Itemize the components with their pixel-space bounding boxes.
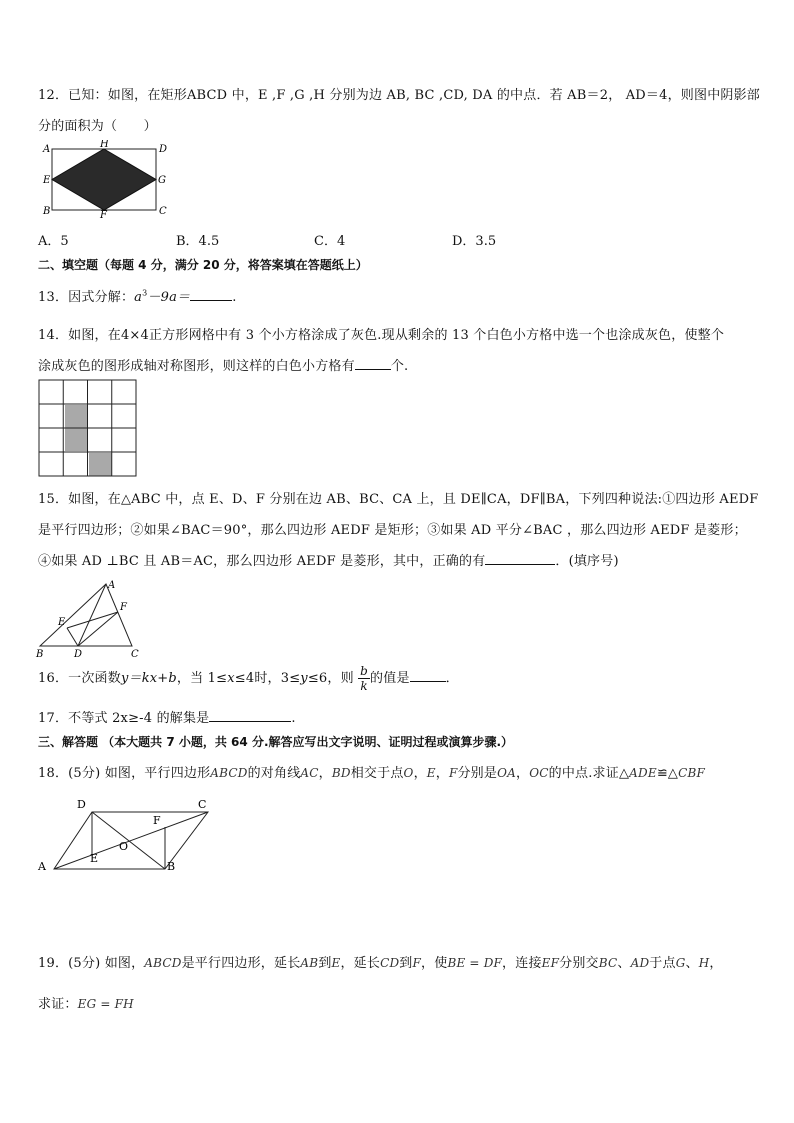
q18 xyxy=(38,762,705,781)
q13-var-a: a xyxy=(134,290,143,305)
label-f: F xyxy=(120,602,127,613)
q19-text-d: ，延长 xyxy=(340,956,381,971)
shaded-rhombus xyxy=(52,149,156,210)
q16-frac-numerator: b xyxy=(360,664,369,678)
q19-math-be-df: BE = DF xyxy=(447,956,503,970)
q12-option-d: D．3.5 xyxy=(452,234,497,249)
q19-text-f: ，使 xyxy=(421,956,448,971)
label-d: D xyxy=(159,144,168,155)
q18-math-ac: AC xyxy=(300,766,319,780)
label-a: A xyxy=(108,580,116,591)
q19-text-a: 19．(5分) 如图， xyxy=(38,956,145,971)
label-f: F xyxy=(100,210,107,220)
q12-option-a: A．5 xyxy=(38,234,69,249)
label-a: A xyxy=(38,860,46,873)
q18-math-f: F xyxy=(448,766,458,780)
q19-math-ef: EF xyxy=(541,956,560,970)
q14-line1: 14．如图，在4×4正方形网格中有 3 个小方格涂成了灰色.现从剩余的 13 个白色小方格中选一个也涂成灰色，使整个 xyxy=(38,328,725,343)
q16-function: y＝kx+b xyxy=(120,671,177,686)
q18-text-a: 18．(5分) 如图，平行四边形 xyxy=(38,766,211,781)
q16-end: ． xyxy=(445,671,459,686)
q16-var-x: x xyxy=(227,671,235,686)
q19-text-i: 、 xyxy=(617,956,631,971)
q19-text-j: 于点 xyxy=(649,956,676,971)
q12-line2: 分的面积为（ ） xyxy=(38,119,157,134)
q12-option-b: B．4.5 xyxy=(176,234,220,249)
q19-math-h: H xyxy=(698,956,710,970)
label-h: H xyxy=(100,140,109,150)
q15-line2: 是平行四边形；②如果∠BAC＝90°，那么四边形 AEDF 是矩形；③如果 AD 平分∠BAC ，那么四边形 AEDF 是菱形； xyxy=(38,523,747,538)
q18-math-oa: OA xyxy=(497,766,516,780)
q14-grid-figure xyxy=(38,379,140,479)
q18-text-e: ， xyxy=(413,766,427,781)
label-c: C xyxy=(198,798,207,811)
q19-math-ab: AB xyxy=(300,956,319,970)
q15-line3 xyxy=(38,550,619,569)
q16-frac-denominator: k xyxy=(360,679,368,693)
q14-answer-blank[interactable] xyxy=(355,356,391,370)
q15-line3-end: ．(填序号) xyxy=(555,554,619,569)
q19-proof-statement: EG = FH xyxy=(77,997,134,1011)
q18-math-abcd: ABCD xyxy=(210,766,248,780)
q12-option-c: C．4 xyxy=(314,234,346,249)
q19-math-e: E xyxy=(331,956,341,970)
q13-answer-blank[interactable] xyxy=(190,287,232,301)
q15-triangle-figure xyxy=(34,580,144,660)
label-b: B xyxy=(167,860,176,873)
section-2-heading: 二、填空题（每题 4 分，满分 20 分，将答案填在答题纸上） xyxy=(38,258,368,272)
gray-cell-bottom xyxy=(89,453,112,476)
q16-text-e: 的值是 xyxy=(370,671,410,686)
q14-line2-text: 涂成灰色的图形成轴对称图形，则这样的白色小方格有 xyxy=(38,359,355,374)
label-b: B xyxy=(36,649,44,660)
label-b: B xyxy=(43,206,51,217)
label-c: C xyxy=(159,206,167,217)
label-d: D xyxy=(74,649,83,660)
q18-text-i: 的中点.求证△ xyxy=(548,766,630,781)
q18-math-e: E xyxy=(426,766,436,780)
label-f: F xyxy=(153,814,161,827)
q15-line3-text: ④如果 AD ⊥BC 且 AB＝AC，那么四边形 AEDF 是菱形，其中，正确的有 xyxy=(38,554,486,569)
q19-text-k: 、 xyxy=(685,956,699,971)
q18-parallelogram-figure xyxy=(34,795,224,875)
q18-text-g: 分别是 xyxy=(457,766,498,781)
q19-math-f: F xyxy=(412,956,422,970)
q16-var-y: y xyxy=(300,671,308,686)
q13-expr-rest: －9a＝ xyxy=(147,290,191,305)
q15-line1: 15．如图，在△ABC 中，点 E、D、F 分别在边 AB、BC、CA 上，且 DE∥CA，DF∥BA，下列四种说法:①四边形 AEDF xyxy=(38,492,759,507)
label-d: D xyxy=(77,798,86,811)
q13 xyxy=(38,286,237,305)
q13-prefix: 13．因式分解： xyxy=(38,290,135,305)
q19-math-g: G xyxy=(675,956,686,970)
q17-end: . xyxy=(291,711,296,726)
q18-math-ade: ADE xyxy=(629,766,657,780)
label-a: A xyxy=(43,144,51,155)
q18-text-b: 的对角线 xyxy=(247,766,301,781)
q16-text-c: ≤4时，3≤ xyxy=(234,671,301,686)
q19-math-bc: BC xyxy=(598,956,618,970)
q19-proof-label: 求证： xyxy=(38,997,78,1012)
q19-text-e: 到 xyxy=(399,956,413,971)
section-3-heading: 三、解答题 （本大题共 7 小题，共 64 分.解答应写出文字说明、证明过程或演算步骤.） xyxy=(38,735,514,749)
q16-text-a: 16．一次函数 xyxy=(38,671,121,686)
q19-math-ad: AD xyxy=(630,956,650,970)
q12-line1: 12．已知：如图，在矩形ABCD 中，E ,F ,G ,H 分别为边 AB, BC ,CD, DA 的中点．若 AB＝2， AD＝4，则图中阴影部 xyxy=(38,88,761,103)
q18-text-d: 相交于点 xyxy=(350,766,404,781)
q19-text-g: ，连接 xyxy=(502,956,542,971)
q19-text-h: 分别交 xyxy=(559,956,599,971)
label-e: E xyxy=(43,175,51,186)
q19-math-cd: CD xyxy=(380,956,400,970)
q18-math-bd: BD xyxy=(331,766,351,780)
label-g: G xyxy=(158,175,166,186)
q18-math-o: O xyxy=(403,766,414,780)
q16 xyxy=(38,664,459,693)
q14-line2-end: 个. xyxy=(390,359,409,374)
q18-text-j: ≌△ xyxy=(656,766,679,781)
q18-text-h: ， xyxy=(516,766,530,781)
q17-answer-blank[interactable] xyxy=(209,708,291,722)
q14-line2 xyxy=(38,355,408,374)
q17-text: 17．不等式 2x≥-4 的解集是 xyxy=(38,711,210,726)
q13-end: . xyxy=(232,290,237,305)
q19-text-l: ， xyxy=(709,956,723,971)
q17 xyxy=(38,707,296,726)
q16-answer-blank[interactable] xyxy=(410,668,446,682)
q19-proof-line xyxy=(38,993,134,1012)
q15-answer-blank[interactable] xyxy=(485,551,555,565)
q16-text-b: ，当 1≤ xyxy=(176,671,228,686)
q16-text-d: ≤6，则 xyxy=(307,671,354,686)
q18-text-c: ， xyxy=(318,766,332,781)
q18-math-oc: OC xyxy=(529,766,549,780)
q18-math-cbf: CBF xyxy=(678,766,706,780)
q18-text-f: ， xyxy=(435,766,449,781)
q12-figure xyxy=(38,140,168,220)
label-e: E xyxy=(90,852,99,865)
q19 xyxy=(38,952,723,971)
label-e: E xyxy=(58,617,66,628)
q19-math-abcd: ABCD xyxy=(144,956,182,970)
q13-exponent: 3 xyxy=(142,288,148,298)
q19-text-c: 到 xyxy=(318,956,332,971)
label-c: C xyxy=(131,649,139,660)
q19-text-b: 是平行四边形，延长 xyxy=(181,956,301,971)
q16-fraction xyxy=(358,664,370,693)
label-o: O xyxy=(119,840,129,853)
